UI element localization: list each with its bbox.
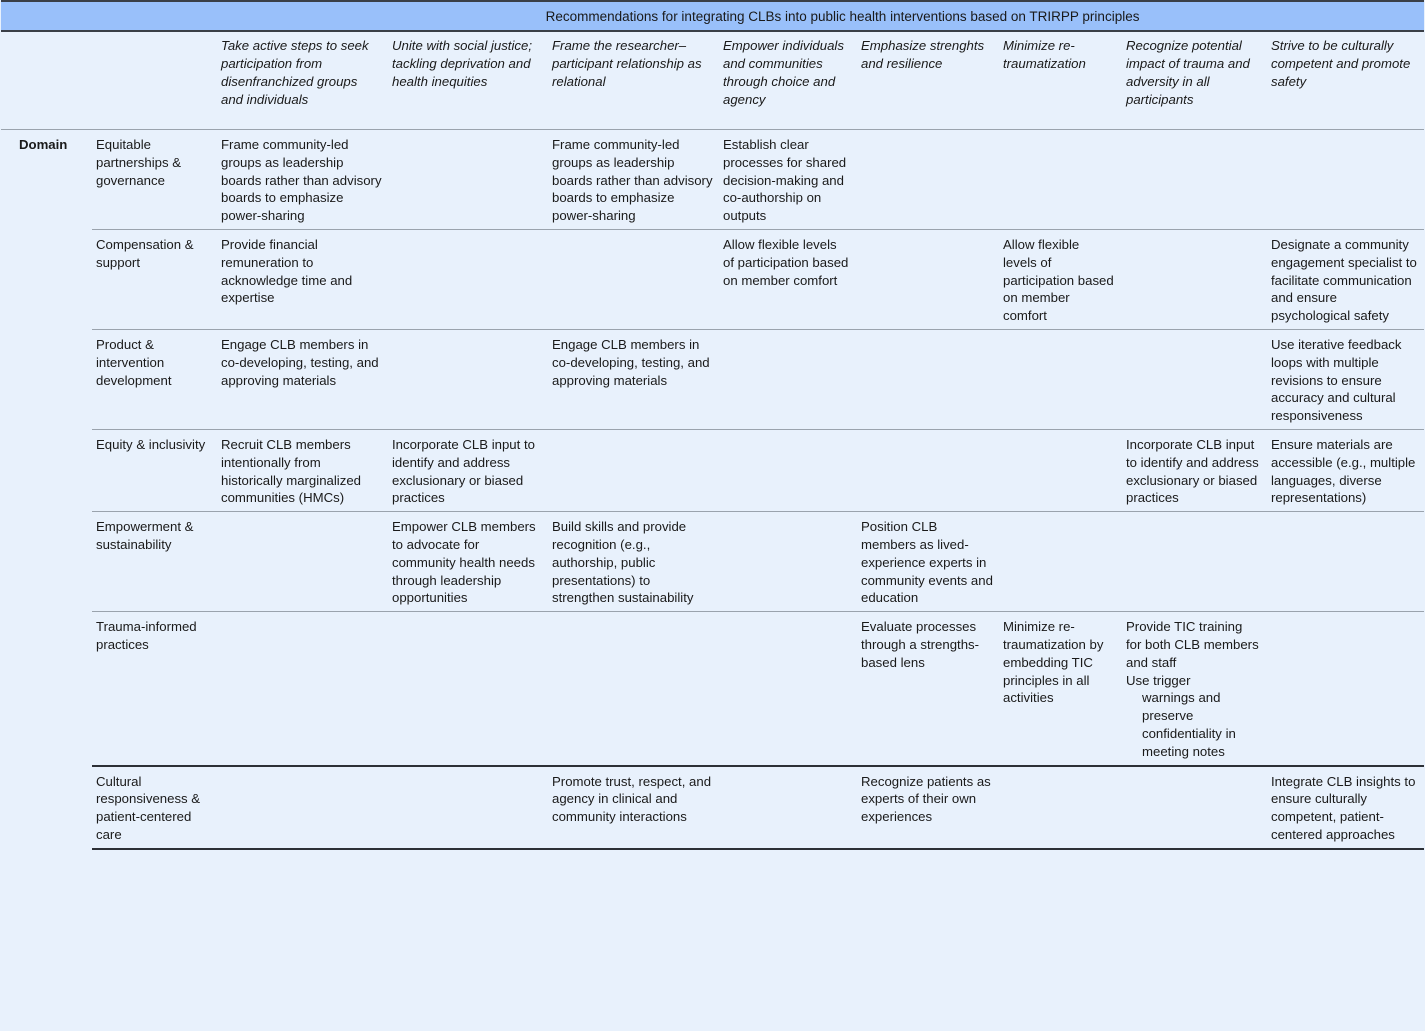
principle-header: Minimize re-traumatization [999, 31, 1122, 130]
table-cell [217, 512, 388, 612]
table-title-row [1, 1, 1424, 31]
table-cell-multi [1122, 612, 1267, 766]
table-cell [857, 130, 999, 230]
table-cell: Allow flexible levels of participation based on member comfort [719, 229, 857, 329]
table-cell [548, 429, 719, 511]
table-cell [388, 229, 548, 329]
cell-item-continuation: warnings and preserve confidentiality in meeting notes [1142, 690, 1236, 759]
table-cell [857, 329, 999, 429]
table-cell: Engage CLB members in co-developing, testing, and approving materials [548, 329, 719, 429]
table-cell: Promote trust, respect, and agency in clinical and community interactions [548, 766, 719, 849]
table-cell [1267, 130, 1424, 230]
cell-item: Use trigger [1126, 672, 1191, 688]
table-cell [548, 229, 719, 329]
table-cell: Frame community-led groups as leadership boards rather than advisory boards to emphasize power-sharing [221, 137, 382, 224]
table-cell [999, 429, 1122, 511]
table-cell [217, 766, 388, 849]
table-cell: Evaluate processes through a strengths-based lens [857, 612, 999, 766]
principle-header: Take active steps to seek participation from disenfranchized groups and individuals [217, 31, 388, 130]
table-cell: Recruit CLB members intentionally from historically marginalized communities (HMCs) [217, 429, 388, 511]
principle-header: Unite with social justice; tackling deprivation and health inequities [388, 31, 548, 130]
domain-name: Product & intervention development [92, 329, 217, 429]
table-title: Recommendations for integrating CLBs into public health interventions based on TRIRPP principles [1, 1, 1424, 31]
table-cell: Engage CLB members in co-developing, testing, and approving materials [217, 329, 388, 429]
table-cell: Ensure materials are accessible (e.g., multiple languages, diverse representations) [1267, 429, 1424, 511]
principle-header: Strive to be culturally competent and promote safety [1267, 31, 1424, 130]
table-row [1, 429, 1424, 511]
table-cell [1122, 512, 1267, 612]
principles-header-row [1, 31, 1424, 130]
table-cell: Build skills and provide recognition (e.g., authorship, public presentations) to strengthen sustainability [548, 512, 719, 612]
table-cell [388, 130, 548, 230]
domain-name: Compensation & support [92, 229, 217, 329]
table-row [1, 229, 1424, 329]
principle-header: Frame the researcher–participant relationship as relational [548, 31, 719, 130]
cell-item: Provide TIC training for both CLB members and staff [1126, 619, 1259, 670]
domain-name: Cultural responsiveness & patient-centered care [92, 766, 217, 849]
principle-header: Emphasize strenghts and resilience [857, 31, 999, 130]
table-cell [1122, 130, 1267, 230]
empty-header-cell [92, 31, 217, 130]
table-cell [1122, 766, 1267, 849]
table-cell [1122, 229, 1267, 329]
table-row [1, 329, 1424, 429]
domain-name: Empowerment & sustainability [92, 512, 217, 612]
table-cell [719, 612, 857, 766]
table-cell [388, 329, 548, 429]
principle-header: Empower individuals and communities through choice and agency [719, 31, 857, 130]
table-cell [999, 766, 1122, 849]
table-row [1, 766, 1424, 849]
table-cell: Minimize re-traumatization by embedding TIC principles in all activities [999, 612, 1122, 766]
table-cell [999, 512, 1122, 612]
table-row [1, 512, 1424, 612]
table-cell [857, 429, 999, 511]
table-cell: Integrate CLB insights to ensure culturally competent, patient-centered approaches [1267, 766, 1424, 849]
table-cell [857, 229, 999, 329]
table-cell: Empower CLB members to advocate for community health needs through leadership opportunities [388, 512, 548, 612]
table-cell [999, 329, 1122, 429]
table-cell [719, 512, 857, 612]
table-cell: Frame community-led groups as leadership boards rather than advisory boards to emphasize power-sharing [552, 137, 713, 224]
table-cell: Incorporate CLB input to identify and address exclusionary or biased practices [1122, 429, 1267, 511]
table-cell: Provide financial remuneration to acknowledge time and expertise [217, 229, 388, 329]
domain-name: Equitable partnerships & governance [96, 137, 182, 188]
recommendations-table [1, 0, 1424, 850]
table-cell [999, 130, 1122, 230]
table-cell: Recognize patients as experts of their own experiences [857, 766, 999, 849]
table-cell [217, 612, 388, 766]
domain-name: Trauma-informed practices [92, 612, 217, 766]
domain-name: Equity & inclusivity [92, 429, 217, 511]
table-row [1, 612, 1424, 766]
table-cell: Allow flexible levels of participation based on member comfort [999, 229, 1122, 329]
table-cell [719, 429, 857, 511]
table-cell [548, 612, 719, 766]
principle-header: Recognize potential impact of trauma and adversity in all participants [1122, 31, 1267, 130]
table-cell [1267, 512, 1424, 612]
recommendations-table-container [1, 0, 1424, 850]
empty-header-cell [1, 31, 92, 130]
table-cell: Position CLB members as lived-experience experts in community events and education [857, 512, 999, 612]
row-header-label: Domain [19, 137, 68, 152]
table-cell [1267, 612, 1424, 766]
table-cell: Incorporate CLB input to identify and address exclusionary or biased practices [388, 429, 548, 511]
table-row [1, 130, 1424, 230]
table-cell [1122, 329, 1267, 429]
table-cell [719, 766, 857, 849]
table-cell [719, 329, 857, 429]
table-cell [388, 766, 548, 849]
table-cell: Establish clear processes for shared decision-making and co-authorship on outputs [723, 137, 847, 224]
table-cell: Use iterative feedback loops with multiple revisions to ensure accuracy and cultural responsiveness [1267, 329, 1424, 429]
table-cell: Designate a community engagement specialist to facilitate communication and ensure psychological safety [1267, 229, 1424, 329]
table-cell [388, 612, 548, 766]
